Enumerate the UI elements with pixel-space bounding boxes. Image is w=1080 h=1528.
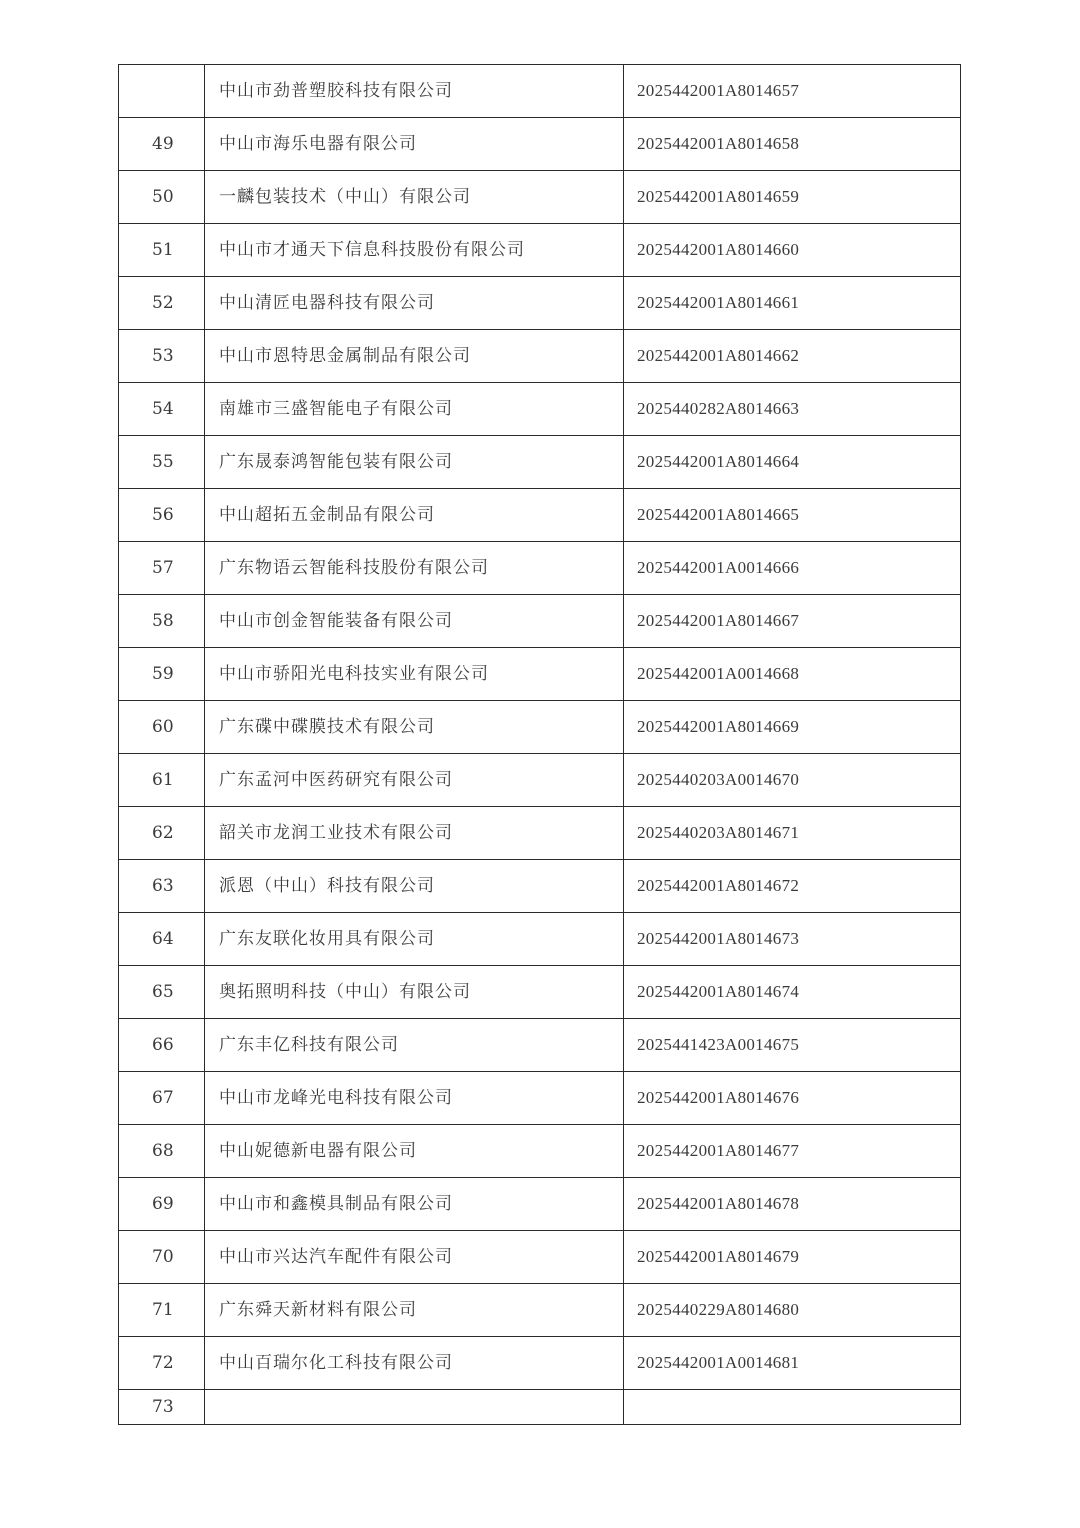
registration-code: 2025440229A8014680: [624, 1284, 961, 1337]
registration-code: 2025442001A0014668: [624, 648, 961, 701]
table-row: [119, 277, 961, 330]
registration-code: 2025440282A8014663: [624, 383, 961, 436]
company-name: 中山市恩特思金属制品有限公司: [205, 330, 624, 383]
row-number: 63: [119, 860, 205, 913]
company-name: 中山清匠电器科技有限公司: [205, 277, 624, 330]
row-number: 57: [119, 542, 205, 595]
table-row: [119, 1231, 961, 1284]
registration-code: 2025441423A0014675: [624, 1019, 961, 1072]
company-name: 中山市兴达汽车配件有限公司: [205, 1231, 624, 1284]
table-row: [119, 330, 961, 383]
row-number: 55: [119, 436, 205, 489]
table-row: [119, 1178, 961, 1231]
row-number: 61: [119, 754, 205, 807]
company-list-table: [118, 64, 961, 1425]
company-name: 中山百瑞尔化工科技有限公司: [205, 1337, 624, 1390]
table-row: [119, 807, 961, 860]
registration-code: 2025442001A8014665: [624, 489, 961, 542]
registration-code: 2025440203A8014671: [624, 807, 961, 860]
registration-code: 2025442001A8014660: [624, 224, 961, 277]
registration-code: 2025442001A8014678: [624, 1178, 961, 1231]
company-name: 中山市创金智能装备有限公司: [205, 595, 624, 648]
registration-code: 2025442001A8014657: [624, 65, 961, 118]
company-name: [205, 1390, 624, 1425]
row-number: 62: [119, 807, 205, 860]
row-number: 66: [119, 1019, 205, 1072]
row-number: 64: [119, 913, 205, 966]
company-name: 中山市海乐电器有限公司: [205, 118, 624, 171]
row-number: 67: [119, 1072, 205, 1125]
row-number: 69: [119, 1178, 205, 1231]
company-name: 中山市劲普塑胶科技有限公司: [205, 65, 624, 118]
row-number: 53: [119, 330, 205, 383]
table-row: [119, 701, 961, 754]
row-number: 59: [119, 648, 205, 701]
registration-code: 2025442001A8014661: [624, 277, 961, 330]
registration-code: 2025442001A0014666: [624, 542, 961, 595]
company-name: 中山市龙峰光电科技有限公司: [205, 1072, 624, 1125]
table-row: [119, 383, 961, 436]
registration-code: 2025442001A8014658: [624, 118, 961, 171]
table-row: [119, 860, 961, 913]
registration-code: 2025442001A8014676: [624, 1072, 961, 1125]
row-number: 54: [119, 383, 205, 436]
row-number: 65: [119, 966, 205, 1019]
registration-code: 2025442001A8014662: [624, 330, 961, 383]
company-name: 广东舜天新材料有限公司: [205, 1284, 624, 1337]
row-number: 49: [119, 118, 205, 171]
company-name: 派恩（中山）科技有限公司: [205, 860, 624, 913]
table-row: [119, 754, 961, 807]
company-name: 广东友联化妆用具有限公司: [205, 913, 624, 966]
registration-code: [624, 1390, 961, 1425]
company-name: 广东晟泰鸿智能包装有限公司: [205, 436, 624, 489]
row-number: 58: [119, 595, 205, 648]
company-name: 一麟包装技术（中山）有限公司: [205, 171, 624, 224]
registration-code: 2025442001A8014669: [624, 701, 961, 754]
table-row: [119, 648, 961, 701]
row-number: 60: [119, 701, 205, 754]
table-row: [119, 171, 961, 224]
registration-code: 2025442001A8014673: [624, 913, 961, 966]
table-row: [119, 1390, 961, 1425]
row-number: 68: [119, 1125, 205, 1178]
row-number: 56: [119, 489, 205, 542]
registration-code: 2025440203A0014670: [624, 754, 961, 807]
row-number: 71: [119, 1284, 205, 1337]
registration-code: 2025442001A8014659: [624, 171, 961, 224]
table-row: [119, 1072, 961, 1125]
table-row: [119, 1125, 961, 1178]
registration-code: 2025442001A8014677: [624, 1125, 961, 1178]
table-row: [119, 1019, 961, 1072]
table-row: [119, 542, 961, 595]
registration-code: 2025442001A8014667: [624, 595, 961, 648]
company-name: 奥拓照明科技（中山）有限公司: [205, 966, 624, 1019]
company-name: 广东丰亿科技有限公司: [205, 1019, 624, 1072]
row-number: 73: [119, 1390, 205, 1425]
row-number: 72: [119, 1337, 205, 1390]
company-name: 韶关市龙润工业技术有限公司: [205, 807, 624, 860]
registration-code: 2025442001A0014681: [624, 1337, 961, 1390]
table-row: [119, 65, 961, 118]
row-number: 52: [119, 277, 205, 330]
row-number: 50: [119, 171, 205, 224]
table-row: [119, 224, 961, 277]
company-name: 广东碟中碟膜技术有限公司: [205, 701, 624, 754]
company-name: 广东孟河中医药研究有限公司: [205, 754, 624, 807]
company-name: 中山市和鑫模具制品有限公司: [205, 1178, 624, 1231]
table-row: [119, 1284, 961, 1337]
table-row: [119, 595, 961, 648]
table-row: [119, 1337, 961, 1390]
table-row: [119, 436, 961, 489]
registration-code: 2025442001A8014672: [624, 860, 961, 913]
row-number: 70: [119, 1231, 205, 1284]
company-name: 中山市骄阳光电科技实业有限公司: [205, 648, 624, 701]
row-number: 51: [119, 224, 205, 277]
row-number: [119, 65, 205, 118]
registration-code: 2025442001A8014674: [624, 966, 961, 1019]
table-row: [119, 913, 961, 966]
company-name: 中山超拓五金制品有限公司: [205, 489, 624, 542]
table-body: [119, 65, 961, 1425]
company-name: 中山妮德新电器有限公司: [205, 1125, 624, 1178]
table-row: [119, 489, 961, 542]
table-row: [119, 966, 961, 1019]
company-name: 广东物语云智能科技股份有限公司: [205, 542, 624, 595]
registration-code: 2025442001A8014664: [624, 436, 961, 489]
company-name: 南雄市三盛智能电子有限公司: [205, 383, 624, 436]
table-row: [119, 118, 961, 171]
registration-code: 2025442001A8014679: [624, 1231, 961, 1284]
company-name: 中山市才通天下信息科技股份有限公司: [205, 224, 624, 277]
